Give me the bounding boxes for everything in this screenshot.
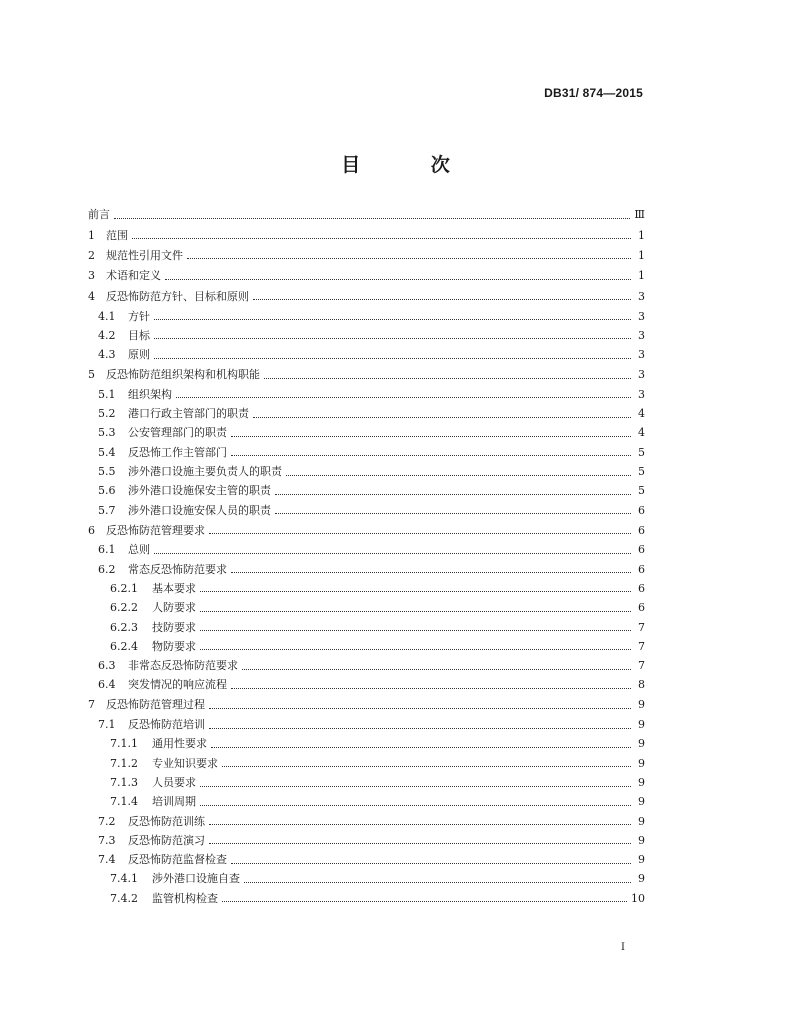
toc-entry-page: 9 bbox=[638, 756, 645, 770]
toc-entry-page: 4 bbox=[638, 426, 645, 440]
toc-entry[interactable] bbox=[88, 482, 645, 501]
toc-leader-dots bbox=[222, 766, 631, 767]
toc-entry[interactable] bbox=[88, 676, 645, 695]
toc-entry-label: 总则 bbox=[128, 543, 150, 557]
toc-leader-dots bbox=[209, 728, 631, 729]
toc-entry[interactable] bbox=[88, 307, 645, 326]
toc-entry-label: 反恐怖防范方针、目标和原则 bbox=[106, 289, 249, 303]
toc-entry-page: 4 bbox=[638, 407, 645, 421]
toc-entry-page: 9 bbox=[638, 833, 645, 847]
toc-entry[interactable] bbox=[88, 266, 645, 286]
toc-leader-dots bbox=[211, 747, 631, 748]
toc-leader-dots bbox=[209, 708, 631, 709]
toc-leader-dots bbox=[200, 630, 631, 631]
toc-entry-number: 7.2 bbox=[98, 814, 116, 828]
toc-entry-page: 5 bbox=[638, 465, 645, 479]
toc-entry[interactable] bbox=[88, 520, 645, 540]
toc-entry-number: 5.7 bbox=[98, 503, 116, 517]
toc-entry-number: 2 bbox=[88, 248, 95, 262]
toc-entry-label: 物防要求 bbox=[152, 639, 196, 653]
toc-entry-number: 7.1.2 bbox=[110, 756, 138, 770]
toc-entry[interactable] bbox=[88, 541, 645, 560]
toc-entry-number: 1 bbox=[88, 228, 95, 242]
toc-entry[interactable] bbox=[88, 851, 645, 870]
toc-entry-number: 7.1 bbox=[98, 718, 116, 732]
toc-entry-page: 1 bbox=[638, 269, 645, 283]
toc-entry[interactable] bbox=[88, 773, 645, 792]
toc-entry-label: 公安管理部门的职责 bbox=[128, 426, 227, 440]
toc-entry-page: 6 bbox=[638, 543, 645, 557]
toc-entry-label: 涉外港口设施自查 bbox=[152, 872, 240, 886]
toc-entry-label: 组织架构 bbox=[128, 387, 172, 401]
toc-entry-number: 4 bbox=[88, 289, 95, 303]
toc-entry-page: 9 bbox=[638, 795, 645, 809]
toc-entry[interactable] bbox=[88, 579, 645, 598]
toc-entry-page: 3 bbox=[638, 328, 645, 342]
toc-entry-number: 4.2 bbox=[98, 328, 116, 342]
toc-leader-dots bbox=[154, 553, 631, 554]
toc-entry[interactable] bbox=[88, 443, 645, 462]
toc-entry[interactable] bbox=[88, 870, 645, 889]
standard-code: DB31/ 874—2015 bbox=[544, 86, 643, 100]
page-title: 目 次 bbox=[341, 154, 482, 176]
toc-entry-label: 基本要求 bbox=[152, 581, 196, 595]
toc-entry-page: 3 bbox=[638, 348, 645, 362]
toc-leader-dots bbox=[154, 338, 631, 339]
toc-leader-dots bbox=[253, 299, 631, 300]
toc-entry-number: 6.2.4 bbox=[110, 639, 138, 653]
toc-entry-label: 专业知识要求 bbox=[152, 756, 218, 770]
toc-entry-label: 涉外港口设施保安主管的职责 bbox=[128, 484, 271, 498]
toc-entry-number: 5.5 bbox=[98, 465, 116, 479]
toc-leader-dots bbox=[154, 358, 631, 359]
toc-entry[interactable] bbox=[88, 405, 645, 424]
toc-entry[interactable] bbox=[88, 560, 645, 579]
toc-entry[interactable] bbox=[88, 287, 645, 307]
toc-leader-dots bbox=[200, 805, 631, 806]
toc-entry-number: 5.3 bbox=[98, 426, 116, 440]
toc-entry-label: 反恐怖防范监督检查 bbox=[128, 853, 227, 867]
toc-entry-number: 6.4 bbox=[98, 678, 116, 692]
toc-entry[interactable] bbox=[88, 326, 645, 345]
toc-entry-label: 涉外港口设施主要负责人的职责 bbox=[128, 465, 282, 479]
toc-leader-dots bbox=[231, 436, 631, 437]
toc-entry-number: 3 bbox=[88, 269, 95, 283]
toc-entry-label: 人员要求 bbox=[152, 776, 196, 789]
toc-entry-number: 5.6 bbox=[98, 484, 116, 498]
toc-entry-label: 反恐怖防范训练 bbox=[128, 814, 205, 828]
toc-entry-page: 3 bbox=[638, 387, 645, 401]
toc-entry-page: 3 bbox=[638, 289, 645, 303]
toc-entry-label: 前言 bbox=[88, 208, 110, 222]
toc-entry-label: 涉外港口设施安保人员的职责 bbox=[128, 503, 271, 517]
toc-entry-label: 技防要求 bbox=[152, 620, 196, 634]
toc-entry[interactable] bbox=[88, 424, 645, 443]
toc-leader-dots bbox=[209, 843, 631, 844]
toc-leader-dots bbox=[264, 378, 631, 379]
toc-leader-dots bbox=[114, 218, 630, 219]
toc-leader-dots bbox=[176, 397, 631, 398]
toc-entry-label: 通用性要求 bbox=[152, 737, 207, 751]
toc-entry-label: 反恐怖防范培训 bbox=[128, 718, 205, 732]
toc-entry[interactable] bbox=[88, 365, 645, 385]
toc-entry-page: 6 bbox=[638, 601, 645, 615]
toc-entry-label: 术语和定义 bbox=[106, 269, 161, 283]
toc-entry[interactable] bbox=[88, 385, 645, 404]
toc-entry-page: 9 bbox=[638, 853, 645, 867]
toc-entry-label: 培训周期 bbox=[152, 795, 196, 809]
toc-entry[interactable] bbox=[88, 346, 645, 365]
toc-entry-page: 7 bbox=[638, 639, 645, 653]
toc-entry-page: 6 bbox=[638, 562, 645, 576]
toc-entry[interactable] bbox=[88, 715, 645, 734]
toc-leader-dots bbox=[132, 238, 631, 239]
toc-entry-page: 9 bbox=[638, 737, 645, 751]
toc-leader-dots bbox=[200, 786, 631, 787]
toc-entry-page: 6 bbox=[638, 503, 645, 517]
toc-entry[interactable] bbox=[88, 462, 645, 481]
toc-entry[interactable] bbox=[88, 205, 645, 225]
toc-entry-number: 5.2 bbox=[98, 407, 116, 421]
page-number: I bbox=[621, 942, 625, 953]
toc-entry-page: 9 bbox=[638, 814, 645, 828]
toc-entry[interactable] bbox=[88, 225, 645, 245]
toc-entry-label: 原则 bbox=[128, 348, 150, 362]
toc-leader-dots bbox=[242, 669, 631, 670]
toc-leader-dots bbox=[231, 688, 631, 689]
toc-entry[interactable] bbox=[88, 831, 645, 850]
toc-leader-dots bbox=[231, 863, 631, 864]
toc-entry[interactable] bbox=[88, 695, 645, 715]
toc-entry[interactable] bbox=[88, 793, 645, 812]
toc-leader-dots bbox=[286, 475, 631, 476]
toc-entry-number: 6.2 bbox=[98, 562, 116, 576]
toc-entry-page: 5 bbox=[638, 445, 645, 459]
toc-entry-number: 7.4.2 bbox=[110, 891, 138, 905]
toc-entry-number: 5 bbox=[88, 368, 95, 382]
toc-leader-dots bbox=[231, 455, 631, 456]
toc-entry-number: 7.4.1 bbox=[110, 872, 138, 886]
toc-leader-dots bbox=[187, 258, 631, 259]
toc-entry[interactable] bbox=[88, 637, 645, 656]
toc-entry-number: 7.1.1 bbox=[110, 737, 138, 751]
toc-entry-number: 7 bbox=[88, 698, 95, 712]
toc-entry-label: 人防要求 bbox=[152, 601, 196, 615]
toc-leader-dots bbox=[200, 611, 631, 612]
toc-entry-label: 范围 bbox=[106, 228, 128, 242]
toc-leader-dots bbox=[231, 572, 631, 573]
toc-leader-dots bbox=[275, 494, 631, 495]
toc-entry-page: 9 bbox=[638, 698, 645, 712]
toc-entry-number: 6.1 bbox=[98, 543, 116, 557]
toc-leader-dots bbox=[154, 319, 631, 320]
toc-entry-label: 反恐怖防范管理要求 bbox=[106, 523, 205, 537]
toc-entry-label: 港口行政主管部门的职责 bbox=[128, 407, 249, 421]
toc-entry-page: 6 bbox=[638, 581, 645, 595]
toc-leader-dots bbox=[165, 279, 631, 280]
toc-entry[interactable] bbox=[88, 599, 645, 618]
table-of-contents bbox=[88, 205, 645, 908]
toc-entry-page: 6 bbox=[638, 523, 645, 537]
toc-entry-page: Ⅲ bbox=[634, 208, 645, 222]
toc-entry-page: 9 bbox=[638, 872, 645, 886]
toc-entry-number: 6.2.1 bbox=[110, 581, 138, 595]
toc-leader-dots bbox=[200, 591, 631, 592]
toc-entry-number: 4.3 bbox=[98, 348, 116, 362]
toc-entry-page: 1 bbox=[638, 228, 645, 242]
toc-leader-dots bbox=[209, 533, 631, 534]
toc-entry[interactable] bbox=[88, 656, 645, 675]
toc-entry[interactable] bbox=[88, 246, 645, 266]
toc-entry-page: 7 bbox=[638, 620, 645, 634]
toc-leader-dots bbox=[200, 649, 631, 650]
toc-entry-label: 方针 bbox=[128, 309, 150, 323]
toc-entry-label: 监管机构检查 bbox=[152, 891, 218, 905]
toc-entry-page: 8 bbox=[638, 678, 645, 692]
toc-entry-label: 反恐怖防范组织架构和机构职能 bbox=[106, 368, 260, 382]
toc-entry[interactable] bbox=[88, 812, 645, 831]
toc-entry-page: 3 bbox=[638, 309, 645, 323]
toc-entry[interactable] bbox=[88, 501, 645, 520]
toc-entry-label: 目标 bbox=[128, 328, 150, 342]
toc-entry-number: 7.4 bbox=[98, 853, 116, 867]
toc-entry-page: 9 bbox=[638, 776, 645, 789]
toc-entry-number: 6.2.2 bbox=[110, 601, 138, 615]
toc-entry-label: 规范性引用文件 bbox=[106, 248, 183, 262]
toc-entry[interactable] bbox=[88, 618, 645, 637]
toc-entry-label: 反恐怖工作主管部门 bbox=[128, 445, 227, 459]
toc-entry-page: 7 bbox=[638, 659, 645, 673]
toc-entry-label: 突发情况的响应流程 bbox=[128, 678, 227, 692]
toc-entry-number: 4.1 bbox=[98, 309, 116, 323]
toc-leader-dots bbox=[222, 901, 627, 902]
toc-entry-page: 1 bbox=[638, 248, 645, 262]
toc-entry-number: 7.3 bbox=[98, 833, 116, 847]
toc-entry-page: 10 bbox=[631, 891, 645, 905]
toc-entry-number: 6.2.3 bbox=[110, 620, 138, 634]
toc-entry-label: 常态反恐怖防范要求 bbox=[128, 562, 227, 576]
toc-entry-number: 6 bbox=[88, 523, 95, 537]
toc-leader-dots bbox=[253, 417, 631, 418]
toc-entry-page: 5 bbox=[638, 484, 645, 498]
toc-entry[interactable] bbox=[88, 754, 645, 773]
toc-leader-dots bbox=[275, 513, 631, 514]
toc-leader-dots bbox=[209, 824, 631, 825]
toc-leader-dots bbox=[244, 882, 631, 883]
toc-entry[interactable] bbox=[88, 735, 645, 754]
toc-entry-label: 反恐怖防范管理过程 bbox=[106, 698, 205, 712]
toc-entry-label: 反恐怖防范演习 bbox=[128, 833, 205, 847]
toc-entry-number: 5.1 bbox=[98, 387, 116, 401]
toc-entry-number: 6.3 bbox=[98, 659, 116, 673]
toc-entry-label: 非常态反恐怖防范要求 bbox=[128, 659, 238, 673]
toc-entry-page: 9 bbox=[638, 718, 645, 732]
toc-entry-number: 5.4 bbox=[98, 445, 116, 459]
toc-entry[interactable] bbox=[88, 889, 645, 908]
toc-entry-number: 7.1.3 bbox=[110, 776, 138, 789]
toc-entry-page: 3 bbox=[638, 368, 645, 382]
toc-entry-number: 7.1.4 bbox=[110, 795, 138, 809]
